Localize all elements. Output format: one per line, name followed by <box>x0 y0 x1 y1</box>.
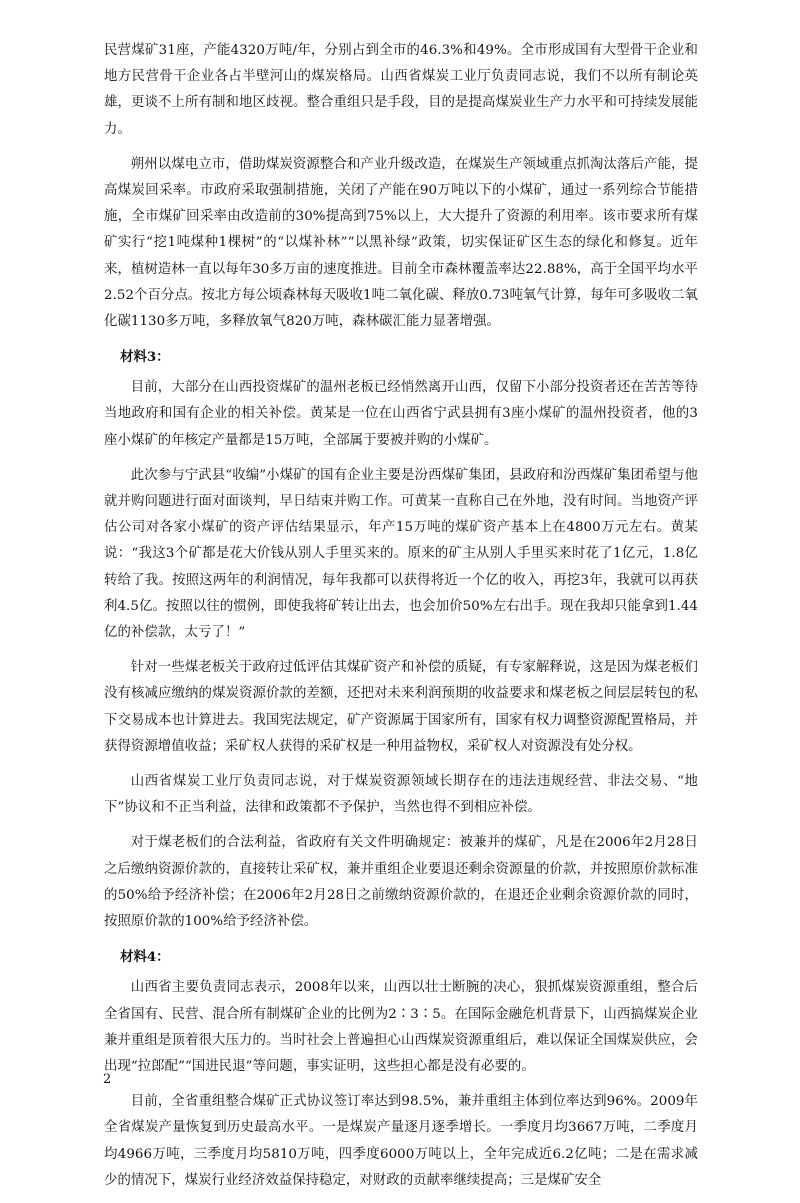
paragraph-intro-2: 朔州以煤电立市，借助煤炭资源整合和产业升级改造，在煤炭生产领域重点抓淘汰落后产能，提高煤炭回采率。市政府采取强制措施，关闭了产能在90万吨以下的小煤矿，通过一系列综合节能措施，全市煤矿回采率由改造前的30%提高到75%以上，大大提升了资源的利用率。该市要求所有煤矿实行“挖1吨煤种1棵树”的“以煤补林”“以黑补绿”政策，切实保证矿区生态的绿化和修复。近年来，植树造林一直以每年30多万亩的速度推进。目前全市森林覆盖率达22.88%，高于全国平均水平2.52个百分点。按北方每公顷森林每天吸收1吨二氧化碳、释放0.73吨氧气计算，每年可多吸收二氧化碳1130多万吨，多释放氧气820万吨，森林碳汇能力显著增强。 <box>104 156 698 330</box>
material-4-paragraph-2: 目前，全省重组整合煤矿正式协议签订率达到98.5%，兼并重组主体到位率达到96%。2009年全省煤炭产量恢复到历史最高水平。一是煤炭产量逐月逐季增长。一季度月均3667万吨，二季度月均4966万吨，三季度月均5810万吨，四季度6000万吨以上，全年完成近6.2亿吨；二是在需求减少的情况下，煤炭行业经济效益保持稳定，对财政的贡献率继续提高；三是煤矿安全 <box>104 1094 698 1188</box>
material-4-paragraph-1: 山西省主要负责同志表示，2008年以来，山西以壮士断腕的决心，狠抓煤炭资源重组，整合后全省国有、民营、混合所有制煤矿企业的比例为2∶3∶5。在国际金融危机背景下，山西搞煤炭企业兼并重组是顶着很大压力的。当时社会上普遍担心山西煤炭资源重组后，难以保证全国煤炭供应，会出现“拉郎配”“国进民退”等问题，事实证明，这些担心都是没有必要的。 <box>104 980 698 1074</box>
material-3-paragraph-3: 针对一些煤老板关于政府过低评估其煤矿资产和补偿的质疑，有专家解释说，这是因为煤老板们没有核减应缴纳的煤炭资源价款的差额，还把对未来利润预期的收益要求和煤老板之间层层转包的私下交易成本也计算进去。我国宪法规定，矿产资源属于国家所有，国家有权力调整资源配置格局，并获得资源增值收益；采矿权人获得的采矿权是一种用益物权，采矿权人对资源没有处分权。 <box>104 660 698 754</box>
material-4-heading: 材料4： <box>120 949 170 966</box>
material-3-paragraph-4: 山西省煤炭工业厅负责同志说，对于煤炭资源领域长期存在的违法违规经营、非法交易、“地下”协议和不正当利益，法律和政策都不予保护，当然也得不到相应补偿。 <box>104 774 698 816</box>
material-3-paragraph-1: 目前，大部分在山西投资煤矿的温州老板已经悄然离开山西，仅留下小部分投资者还在苦苦等待当地政府和国有企业的相关补偿。黄某是一位在山西省宁武县拥有3座小煤矿的温州投资者，他的3座小煤矿的年核定产量都是15万吨，全部属于要被并购的小煤矿。 <box>104 380 698 448</box>
page-body <box>104 38 698 1203</box>
page-number: 2 <box>103 1072 112 1087</box>
paragraph-intro-1: 民营煤矿31座，产能4320万吨/年，分别占到全市的46.3%和49%。全市形成国有大型骨干企业和地方民营骨干企业各占半壁河山的煤炭格局。山西省煤炭工业厅负责同志说，我们不以所有制论英雄，更谈不上所有制和地区歧视。整合重组只是手段，目的是提高煤炭业生产力水平和可持续发展能力。 <box>104 43 698 137</box>
material-3-paragraph-5: 对于煤老板们的合法利益，省政府有关文件明确规定：被兼并的煤矿，凡是在2006年2月28日之后缴纳资源价款的，直接转让采矿权，兼并重组企业要退还剩余资源量的价款，并按照原价款标准的50%给予经济补偿；在2006年2月28日之前缴纳资源价款的，在退还企业剩余资源价款的同时，按照原价款的100%给予经济补偿。 <box>104 835 698 930</box>
material-3-paragraph-2: 此次参与宁武县“收编”小煤矿的国有企业主要是汾西煤矿集团，县政府和汾西煤矿集团希望与他就并购问题进行面对面谈判，早日结束并购工作。可黄某一直称自己在外地，没有时间。当地资产评估公司对各家小煤矿的资产评估结果显示，年产15万吨的煤矿资产基本上在4800万元左右。黄某说：“我这3个矿都是花大价钱从别人手里买来的。原来的矿主从别人手里买来时花了1亿元，1.8亿转给了我。按照这两年的利润情况，每年我都可以获得将近一个亿的收入，再挖3年，我就可以再获利4.5亿。按照以往的惯例，即使我将矿转让出去，也会加价50%左右出手。现在我却只能拿到1.44亿的补偿款，太亏了！” <box>104 467 698 641</box>
material-3-heading: 材料3： <box>120 349 170 366</box>
